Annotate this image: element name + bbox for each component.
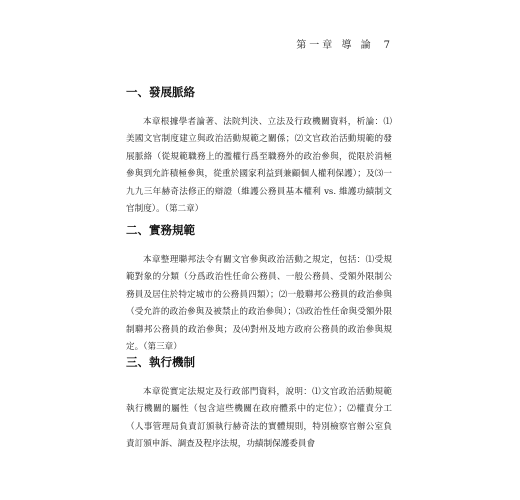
section-heading: 二、實務規範 xyxy=(126,223,195,237)
running-head xyxy=(296,36,390,51)
section-heading: 一、發展脈絡 xyxy=(126,85,195,99)
section-development-context xyxy=(126,84,392,218)
page-number: 7 xyxy=(383,40,390,51)
section-heading: 三、執行機制 xyxy=(126,355,195,369)
section-practical-rules xyxy=(126,222,392,356)
section-enforcement-mechanism xyxy=(126,354,392,454)
section-paragraph: 本章根據學者論著、法院判決、立法及行政機關資料，析論：⑴美國文官制度建立與政治活動規範之關係；⑵文官政治活動規範的發展脈絡（從規範職務上的濫權行爲至職務外的政治參與，從限於消極參與到允許積極參與，從重於國家利益到兼顧個人權利保護）；及⑶一九九三年赫奇法修正的辯證（維護公務員基本權利 vs. 維護功績制文官制度）。（第二章） xyxy=(126,117,392,215)
section-paragraph: 本章整理聯邦法令有關文官參與政治活動之規定，包括：⑴受規範對象的分類（分爲政治性任命公務員、一般公務員、受額外限制公務員及居住於特定城市的公務員四類）；⑵一般聯邦公務員的政治參與（受允許的政治參與及被禁止的政治參與）；⑶政治性任命與受額外限制聯邦公務員的政治參與；及⑷對州及地方政府公務員的政治參與規定。（第三章） xyxy=(126,255,392,353)
section-paragraph: 本章從實定法規定及行政部門資料，說明：⑴文官政治活動規範執行機關的屬性（包含這些機關在政府體系中的定位）；⑵權責分工（人事管理局負責訂頒執行赫奇法的實體規則，特別檢察官辦公室負責訂頒申訴、調查及程序法規，功績制保護委員會 xyxy=(126,387,392,450)
chapter-title: 第一章 導 論 xyxy=(296,40,374,51)
